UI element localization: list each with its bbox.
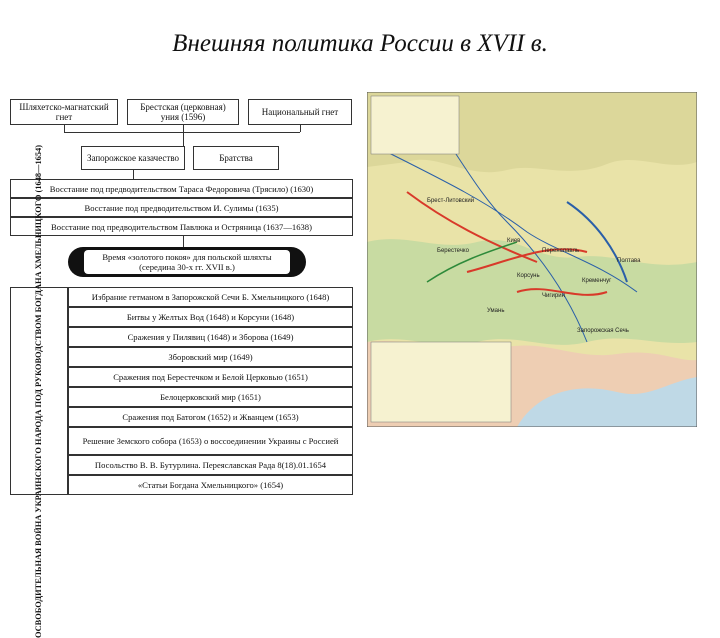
connector (64, 125, 65, 132)
war-event-6: Белоцерковский мир (1651) (68, 387, 353, 407)
connector (64, 132, 300, 133)
war-title: ОСВОБОДИТЕЛЬНАЯ ВОЙНА УКРАИНСКОГО НАРОДА ПОД РУКОВОДСТВОМ БОГДАНА ХМЕЛЬНИЦКОГО (1648—1654) (34, 144, 43, 638)
map-label: Брест-Литовский (427, 198, 475, 204)
connector (183, 236, 184, 247)
box-cossacks: Запорожское казачество (81, 146, 185, 170)
box-brotherhoods: Братства (193, 146, 279, 170)
top-box-oppression: Шляхетско-магнатский гнет (10, 99, 118, 125)
war-event-10: «Статьи Богдана Хмельницкого» (1654) (68, 475, 353, 495)
war-title-wrap (10, 144, 68, 638)
top-box-national: Национальный гнет (248, 99, 352, 125)
map-label: Берестечко (437, 248, 469, 254)
war-event-8: Решение Земского собора (1653) о воссоединении Украины с Россией (68, 427, 353, 455)
uprising-1630: Восстание под предводительством Тараса Федоровича (Трясило) (1630) (10, 179, 353, 198)
war-event-3: Сражения у Пилявиц (1648) и Зборова (1649) (68, 327, 353, 347)
uprising-1635: Восстание под предводительством И. Сулимы (1635) (10, 198, 353, 217)
map-label: Запорожская Сечь (577, 328, 629, 334)
map-label: Чигирин (542, 293, 565, 299)
map-label: Умань (487, 308, 505, 314)
war-event-9: Посольство В. В. Бутурлина. Переяславская Рада 8(18).01.1654 (68, 455, 353, 475)
map-label: Корсунь (517, 273, 540, 279)
map-label: Полтава (617, 258, 641, 264)
map-label: Переяславль (542, 248, 580, 254)
uprising-1637: Восстание под предводительством Павлюка и Остряница (1637—1638) (10, 217, 353, 236)
war-event-4: Зборовский мир (1649) (68, 347, 353, 367)
map-label: Киев (507, 238, 521, 244)
top-box-union: Брестская (церковная) уния (1596) (127, 99, 239, 125)
connector (133, 170, 134, 179)
war-event-7: Сражения под Батогом (1652) и Жванцем (1653) (68, 407, 353, 427)
connector (300, 125, 301, 132)
page-title: Внешняя политика России в XVII в. (172, 30, 548, 57)
war-event-2: Битвы у Желтых Вод (1648) и Корсуни (1648) (68, 307, 353, 327)
golden-peace-text: Время «золотого покоя» для польской шляхты (середина 30-х гг. XVII в.) (84, 250, 290, 274)
map-legend-bottom (371, 342, 511, 422)
war-event-1: Избрание гетманом в Запорожской Сечи Б. Хмельницкого (1648) (68, 287, 353, 307)
connector (183, 125, 184, 146)
map-legend-top (371, 96, 459, 154)
historical-map (367, 92, 697, 427)
map-label: Кременчуг (582, 278, 612, 284)
war-event-5: Сражения под Берестечком и Белой Церковью (1651) (68, 367, 353, 387)
